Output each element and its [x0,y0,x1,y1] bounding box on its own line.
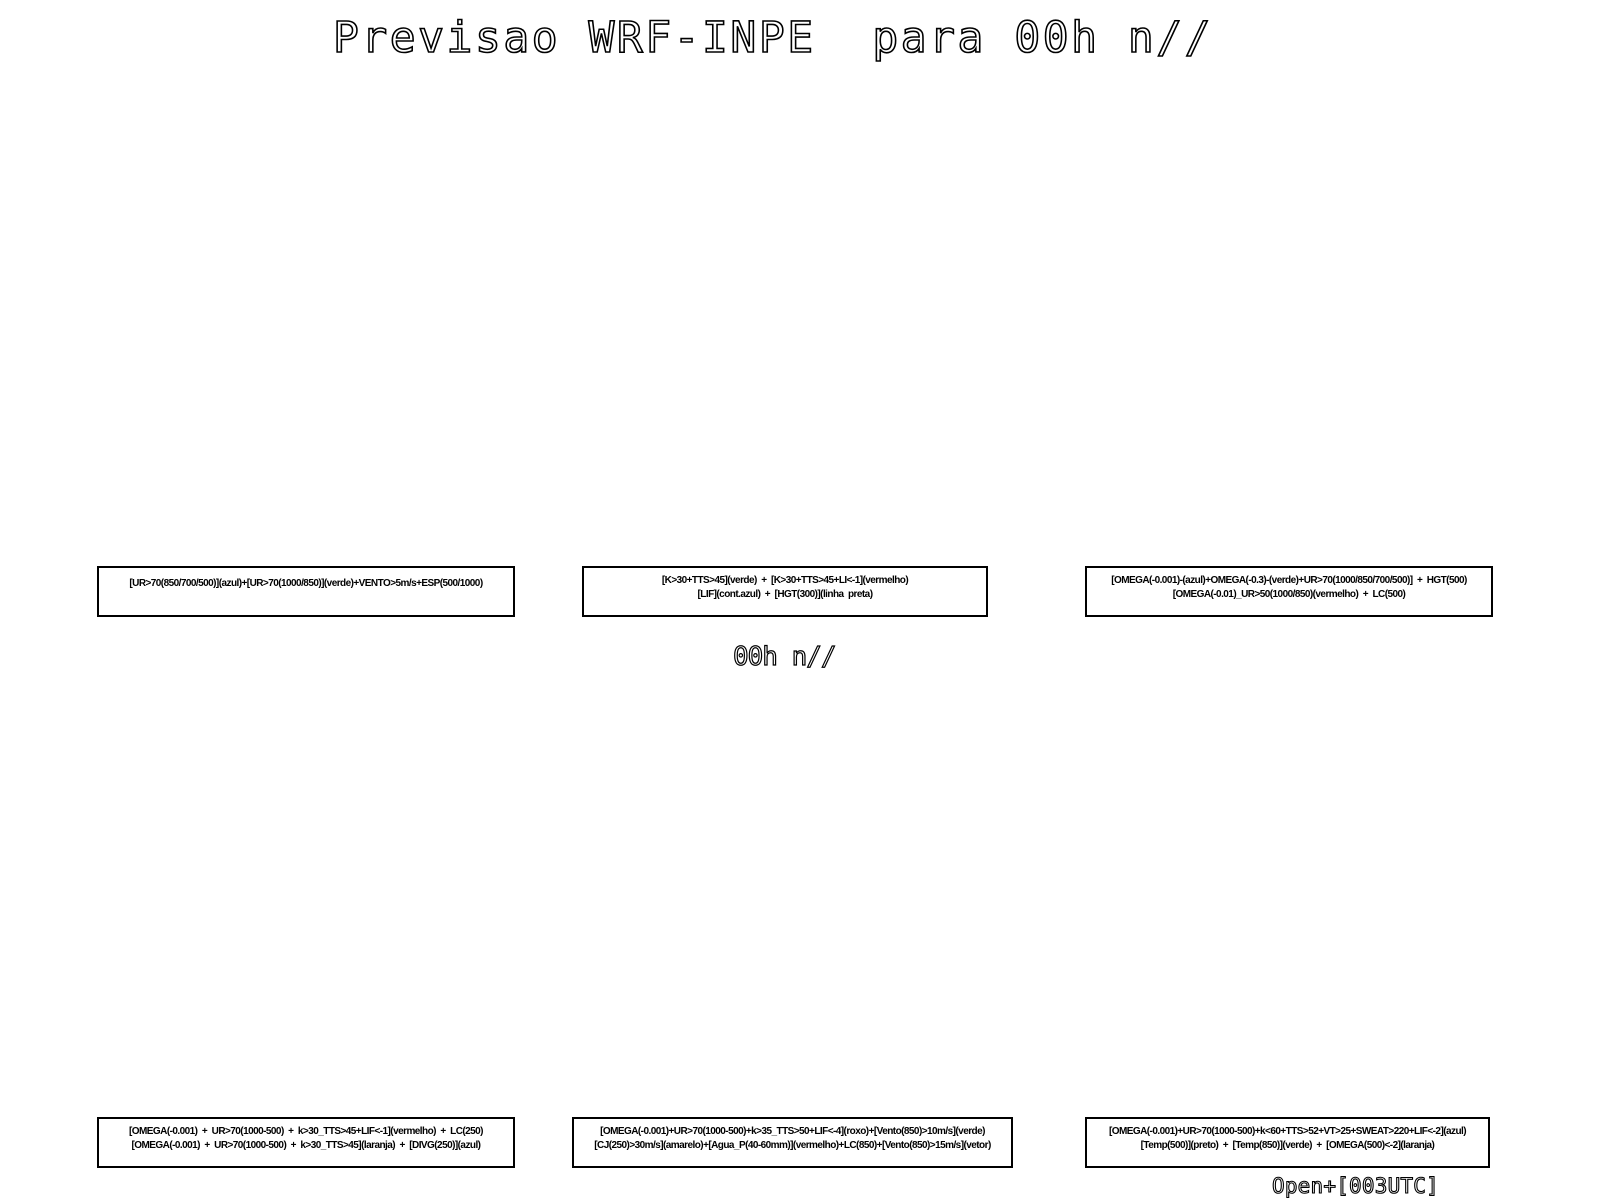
legend-box-bottom-middle [572,1117,1013,1168]
legend-line: [OMEGA(-0.001) + UR>70(1000-500) + k>30_TTS>45+LIF<-1](vermelho) + LC(250) [129,1126,483,1137]
legend-box-top-middle [582,566,988,617]
legend-box-bottom-left [97,1117,515,1168]
legend-line: [OMEGA(-0.01)_UR>50(1000/850)(vermelho) + LC(500) [1172,589,1406,600]
legend-line: [K>30+TTS>45](verde) + [K>30+TTS>45+LI<-1](vermelho) [661,575,909,586]
page-title: Previsao WRF-INPE para 00h n// [333,13,1214,63]
legend-box-bottom-right [1085,1117,1490,1168]
legend-line: [LIF](cont.azul) + [HGT(300)](linha preta) [697,589,873,600]
legend-line: [OMEGA(-0.001) + UR>70(1000-500) + k>30_TTS>45](laranja) + [DIVG(250)](azul) [131,1140,481,1151]
legend-line: [UR>70(850/700/500)](azul)+[UR>70(1000/850)](verde)+VENTO>5m/s+ESP(500/1000) [129,578,483,589]
legend-line: [OMEGA(-0.001)+UR>70(1000-500)+k<60+TTS>52+VT>25+SWEAT>220+LIF<-2](azul) [1108,1126,1467,1137]
legend-line: [CJ(250)>30m/s](amarelo)+[Agua_P(40-60mm)](vermelho)+LC(850)+[Vento(850)>15m/s](vetor) [594,1140,991,1151]
legend-box-top-left [97,566,515,617]
legend-line: [Temp(500)](preto) + [Temp(850)](verde) + [OMEGA(500)<-2](laranja) [1140,1140,1435,1151]
legend-box-top-right [1085,566,1493,617]
validity-time-label: 00h n// [733,642,836,672]
footer-status-label: Open+[003UTC] [1272,1174,1439,1198]
legend-line: [OMEGA(-0.001)-(azul)+OMEGA(-0.3)-(verde)+UR>70(1000/850/700/500)] + HGT(500) [1111,575,1467,586]
legend-line: [OMEGA(-0.001)+UR>70(1000-500)+k>35_TTS>50+LIF<-4](roxo)+[Vento(850)>10m/s](verde) [600,1126,985,1137]
